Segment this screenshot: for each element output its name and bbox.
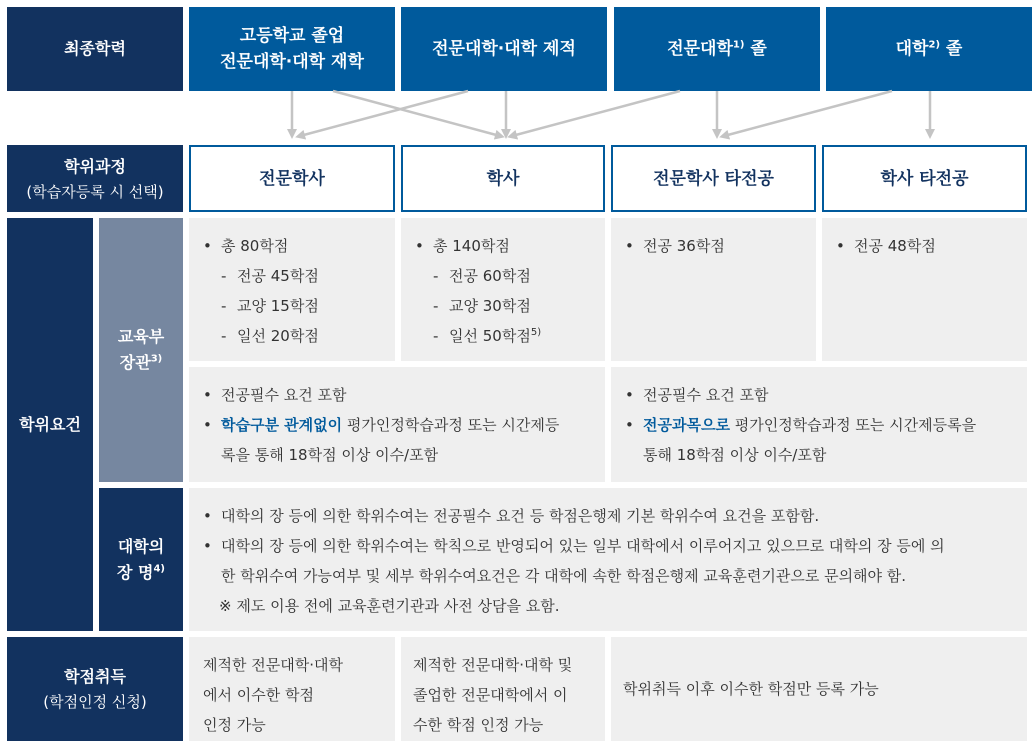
header-degree-program-label: 학위과정 xyxy=(64,156,126,176)
credit-recognition-col2-line1: 제적한 전문대학·대학 및 xyxy=(413,656,573,674)
president-notes-item1: • 대학의 장 등에 의한 학위수여는 전공필수 요건 등 학점은행제 기본 학위수여 요건을 포함함. xyxy=(201,501,1027,531)
header-minister-line1: 교육부 xyxy=(117,327,165,346)
program-bachelor-other-label: 학사 타전공 xyxy=(880,168,969,189)
credit-recognition-col2 xyxy=(401,637,605,741)
header-minister xyxy=(99,218,183,482)
arrow-col2-associate xyxy=(300,91,468,136)
credits-bachelor-major: - 전공 60학점 xyxy=(429,261,605,291)
arrow-col4-associate-other xyxy=(724,91,892,136)
header-president-line1: 대학의 xyxy=(117,536,165,556)
program-associate-other-label: 전문학사 타전공 xyxy=(653,168,774,189)
requirements-same-major-item2: • 학습구분 관계없이 평가인정학습과정 또는 시간제등 록을 통해 18학점 이상 이수/포함 xyxy=(201,410,605,470)
program-associate-other xyxy=(611,145,816,212)
header-final-education xyxy=(7,7,183,91)
program-bachelor xyxy=(401,145,605,212)
header-credit-acquisition-label: 학점취득 xyxy=(64,667,126,686)
header-degree-requirements xyxy=(7,218,93,631)
requirements-other-major-item1: • 전공필수 요건 포함 xyxy=(623,380,1027,410)
credits-bachelor-general: - 일선 50학점$^{5)}$ xyxy=(429,321,605,351)
credit-recognition-col34-text: 학위취득 이후 이수한 학점만 등록 가능 xyxy=(623,680,879,698)
credits-associate xyxy=(189,218,395,361)
credits-bachelor xyxy=(401,218,605,361)
president-notes-caution: ※ 제도 이용 전에 교육훈련기관과 사전 상담을 요함. xyxy=(219,597,560,615)
requirements-other-major-item2: • 전공과목으로 평가인정학습과정 또는 시간제등록을 통해 18학점 이상 이수/포함 xyxy=(623,410,1027,470)
education-col3-label: 전문대학$^{1)}$ 졸 xyxy=(667,39,767,59)
header-credit-acquisition xyxy=(7,637,183,741)
credit-recognition-col2-line2: 졸업한 전문대학에서 이 xyxy=(413,686,568,704)
arrow-col1-bachelor xyxy=(333,91,500,136)
credit-recognition-col2-line3: 수한 학점 인정 가능 xyxy=(413,716,544,734)
president-notes xyxy=(189,488,1027,631)
program-bachelor-other xyxy=(822,145,1027,212)
education-col4 xyxy=(826,7,1032,91)
credits-associate-general: - 일선 20학점 xyxy=(217,321,395,351)
header-credit-acquisition-sub: (학점인정 신청) xyxy=(43,693,147,711)
education-col1 xyxy=(189,7,395,91)
program-associate-label: 전문학사 xyxy=(259,168,325,189)
program-bachelor-label: 학사 xyxy=(486,168,520,189)
credits-associate-other xyxy=(611,218,816,361)
requirements-same-major xyxy=(189,367,605,482)
education-col4-label: 대학$^{2)}$ 졸 xyxy=(895,39,963,59)
credits-bachelor-total: • 총 140학점 xyxy=(413,231,605,261)
president-notes-item2: • 대학의 장 등에 의한 학위수여는 학칙으로 반영되어 있는 일부 대학에서 이루어지고 있으므로 대학의 장 등에 의 한 학위수여 가능여부 및 세부 학위수여요건은 각 대학에 속한 학점은행제 교육훈련기관으로 문의해야 함. xyxy=(201,531,1027,591)
education-col2 xyxy=(401,7,607,91)
header-president xyxy=(99,488,183,631)
requirements-same-major-item1: • 전공필수 요건 포함 xyxy=(201,380,605,410)
credits-associate-major: - 전공 45학점 xyxy=(217,261,395,291)
credit-recognition-col1-line2: 에서 이수한 학점 xyxy=(203,686,314,704)
credits-bachelor-other xyxy=(822,218,1027,361)
header-degree-requirements-label: 학위요건 xyxy=(19,414,81,434)
requirements-other-major xyxy=(611,367,1027,482)
program-associate xyxy=(189,145,395,212)
credits-bachelor-other-major: • 전공 48학점 xyxy=(834,231,1027,261)
credits-associate-total: • 총 80학점 xyxy=(201,231,395,261)
education-col2-label: 전문대학·대학 제적 xyxy=(432,39,576,59)
header-final-education-label: 최종학력 xyxy=(64,39,126,58)
credit-recognition-col34 xyxy=(611,637,1027,741)
education-col1-line1: 고등학교 졸업 xyxy=(239,26,345,46)
credits-bachelor-liberal: - 교양 30학점 xyxy=(429,291,605,321)
credits-associate-liberal: - 교양 15학점 xyxy=(217,291,395,321)
header-degree-program xyxy=(7,145,183,212)
header-president-line2: 장 명$^{4)}$ xyxy=(116,562,165,582)
credit-recognition-col1 xyxy=(189,637,395,741)
education-col1-line2: 전문대학·대학 재학 xyxy=(220,52,364,72)
education-col3 xyxy=(614,7,820,91)
arrow-col3-bachelor xyxy=(512,91,680,136)
credit-recognition-col1-line1: 제적한 전문대학·대학 xyxy=(203,656,343,674)
credits-associate-other-major: • 전공 36학점 xyxy=(623,231,816,261)
header-minister-line2: 장관$^{3)}$ xyxy=(119,353,163,372)
credit-recognition-col1-line3: 인정 가능 xyxy=(203,716,266,734)
header-degree-program-sub: (학습자등록 시 선택) xyxy=(26,182,164,201)
